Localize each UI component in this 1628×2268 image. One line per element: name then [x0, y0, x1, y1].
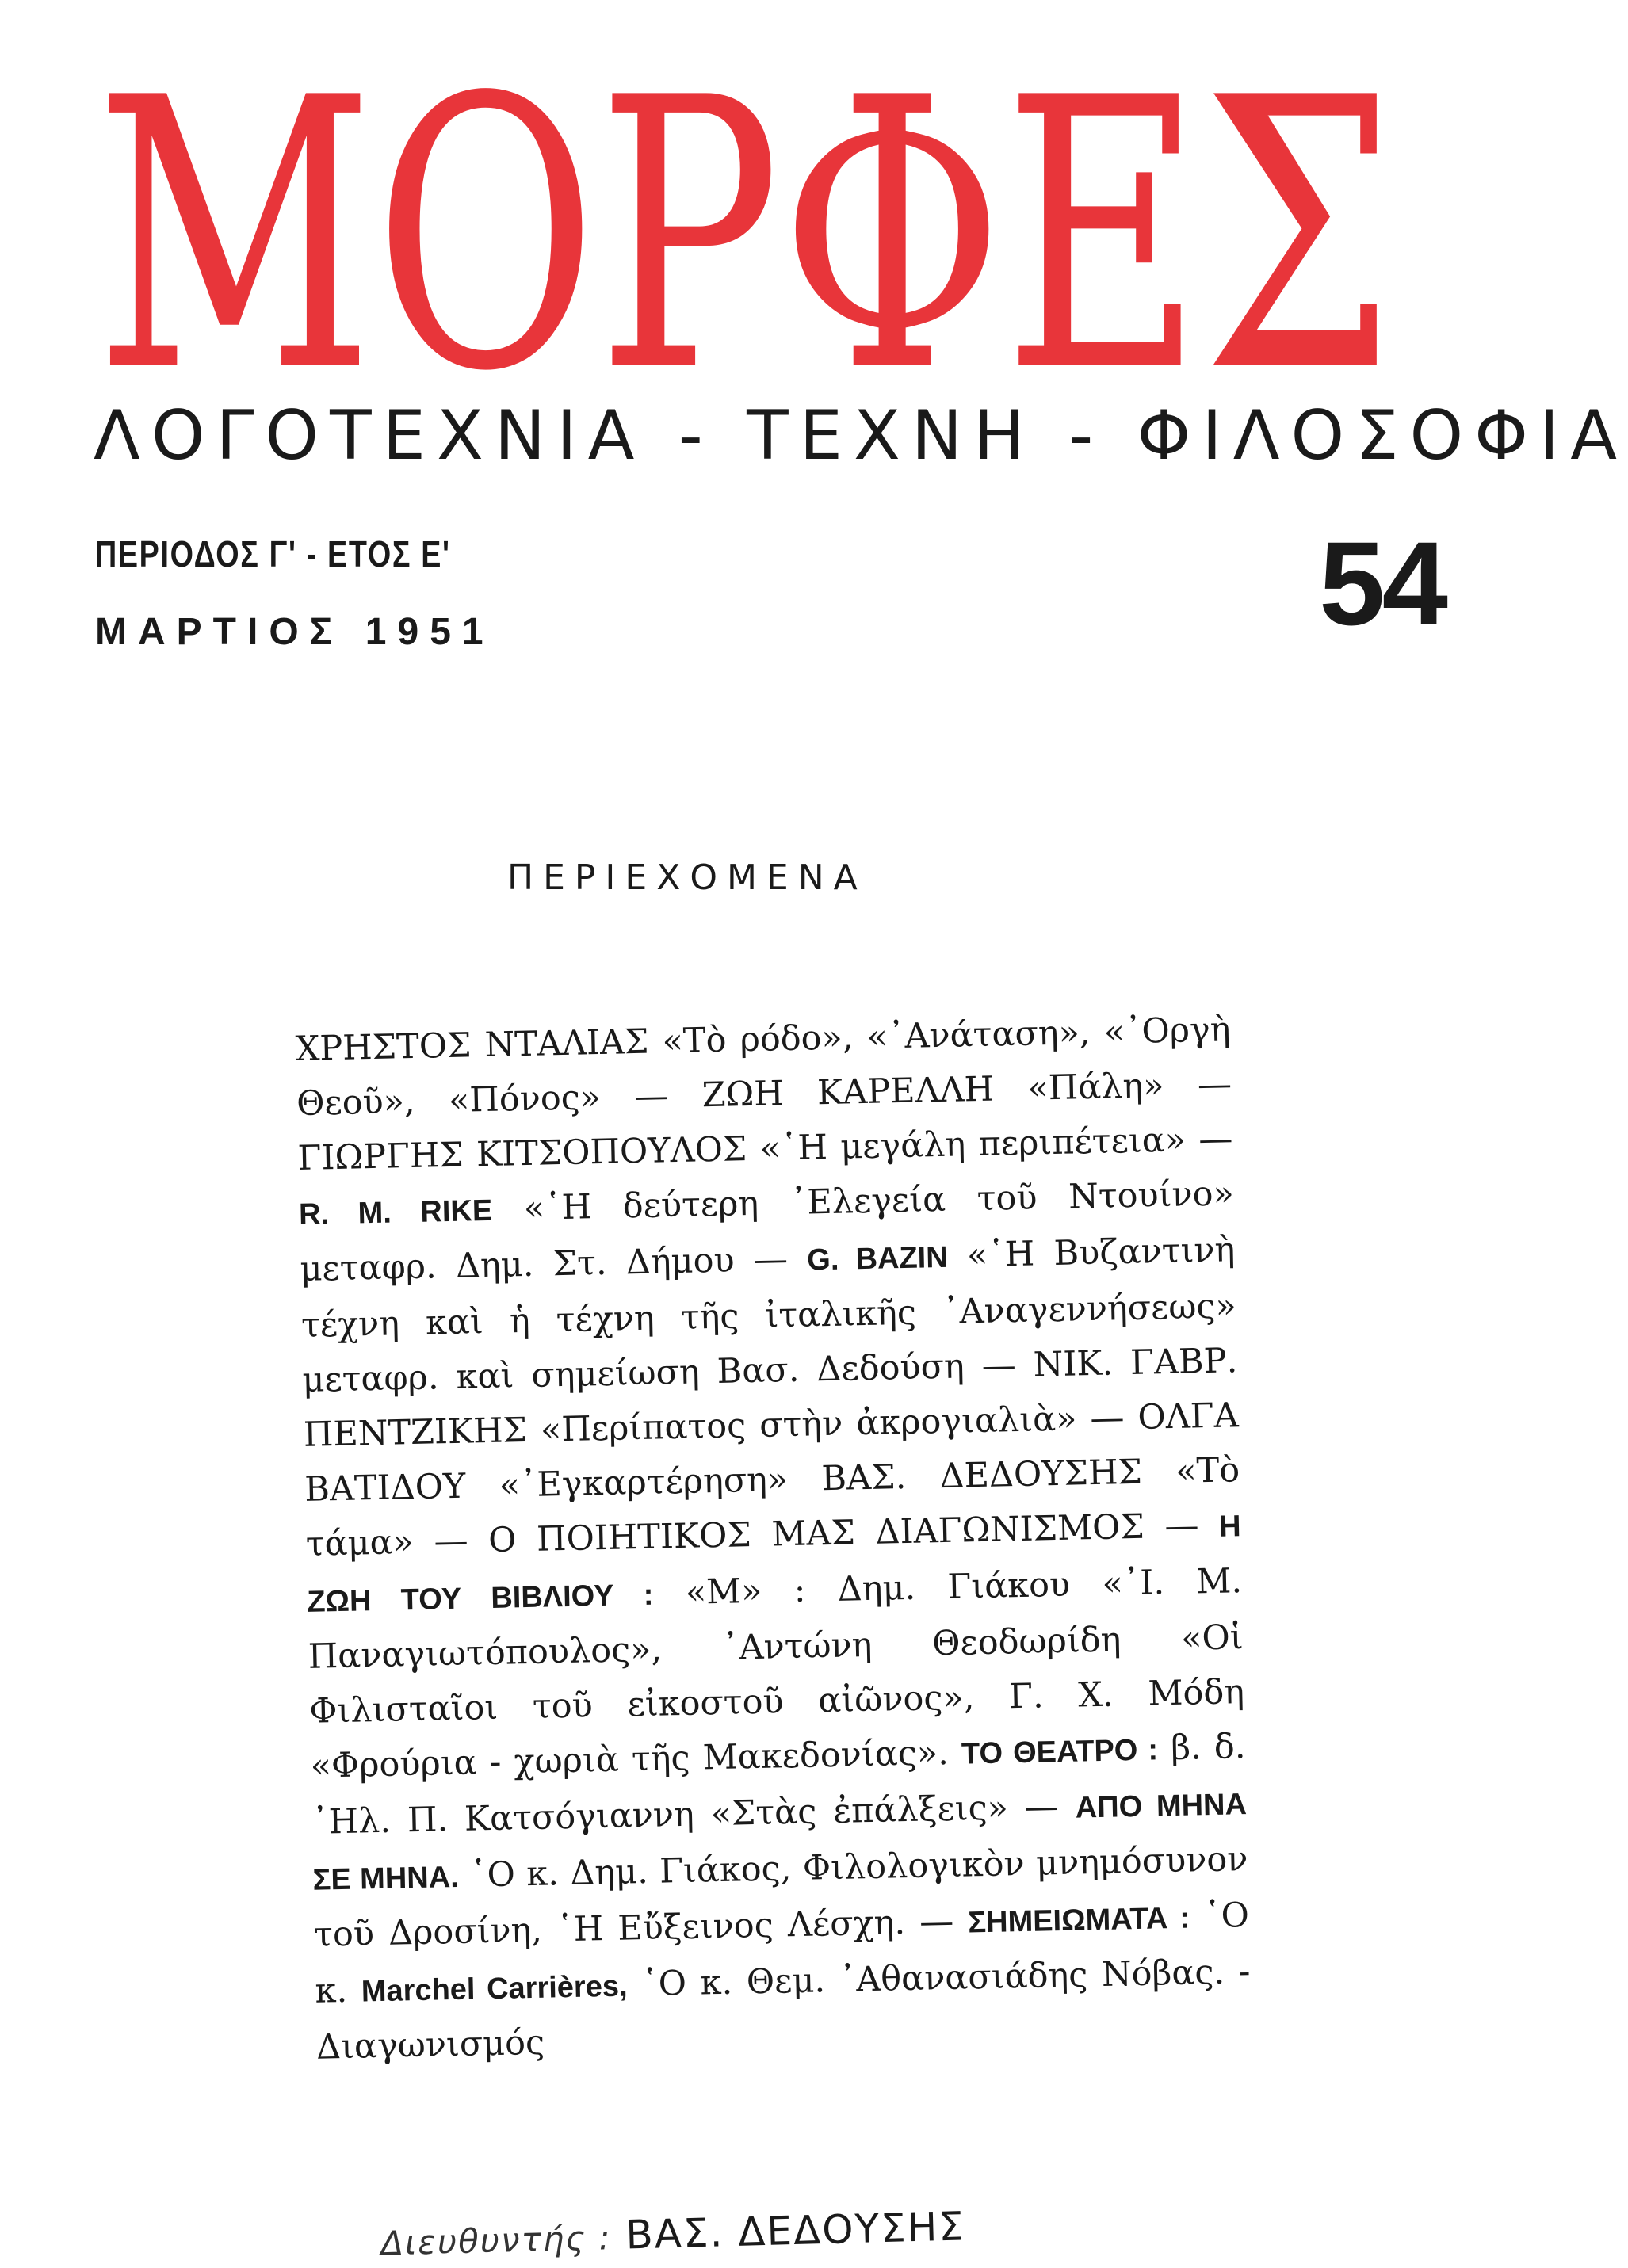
- contents-segment: Η ΖΩΗ ΤΟΥ ΒΙΒΛΙΟΥ :: [306, 1510, 1242, 1619]
- contents-segment: «῾Η δεύτερη ᾿Ελεγεία τοῦ Ντουίνο» μεταφρ. Δημ. Στ. Δήμου —: [300, 1174, 1235, 1289]
- issue-date: ΜΑΡΤΙΟΣ 1951: [95, 611, 495, 653]
- masthead-title-text: ΜΟΡΦΕΣ: [95, 19, 1395, 452]
- editor-line: [380, 2203, 965, 2264]
- contents-segment: Marchel Carrières,: [361, 1969, 628, 2009]
- masthead-subtitle: ΛΟΓΟΤΕΧΝΙΑ - ΤΕΧΝΗ - ΦΙΛΟΣΟΦΙΑ: [94, 396, 1628, 475]
- contents-segment: ῾Ο κ. Θεμ. ᾿Αθανασιάδης Νόβας. - Διαγωνισμός: [315, 1952, 1251, 2068]
- contents-segment: ῾Ο κ.: [315, 1896, 1250, 2011]
- contents-segment: «῾Η Βυζαντινὴ τέχνη καὶ ἡ τέχνη τῆς ἰταλικῆς ᾿Αναγεννήσεως» μεταφρ. καὶ σημείωση Βασ. Δεδούση — ΝΙΚ. ΓΑΒΡ. ΠΕΝΤΖΙΚΗΣ «Περίπατος στὴν ἀκρογιαλιὰ» — ΟΛΓΑ ΒΑΤΙΔΟΥ «᾿Εγκαρτέρηση» ΒΑΣ. ΔΕΔΟΥΣΗΣ «Τὸ τάμα» — Ο ΠΟΙΗΤΙΚΟΣ ΜΑΣ ΔΙΑΓΩΝΙΣΜΟΣ —: [300, 1230, 1240, 1564]
- contents-heading: ΠΕΡΙΕΧΟΜΕΝΑ: [507, 857, 867, 898]
- issue-number: 54: [1319, 517, 1445, 650]
- contents-segment: β. δ. ᾿Ηλ. Π. Κατσόγιαννη «Στὰς ἐπάλξεις» —: [311, 1727, 1246, 1842]
- contents-segment: «Μ» : Δημ. Γιάκου «᾿Ι. Μ. Παναγιωτόπουλος», ᾿Αντώνη Θεοδωρίδη «Οἱ Φιλισταῖοι τοῦ εἰκοστοῦ αἰῶνος», Γ. Χ. Μόδη «Φρούρια - χωριὰ τῆς Μακεδονίας».: [308, 1561, 1245, 1786]
- contents-segment: ΑΠΟ ΜΗΝΑ ΣΕ ΜΗΝΑ.: [312, 1788, 1248, 1897]
- contents-segment: ΧΡΗΣΤΟΣ ΝΤΑΛΙΑΣ «Τὸ ρόδο», «᾿Ανάταση», «᾿Οργὴ Θεοῦ», «Πόνος» — ΖΩΗ ΚΑΡΕΛΛΗ «Πάλη» — ΓΙΩΡΓΗΣ ΚΙΤΣΟΠΟΥΛΟΣ «῾Η μεγάλη περιπέτεια» —: [295, 1010, 1233, 1178]
- issue-period: ΠΕΡΙΟΔΟΣ Γ' - ΕΤΟΣ Ε': [95, 533, 451, 575]
- contents-segment: ῾Ο κ. Δημ. Γιάκος, Φιλολογικὸν μνημόσυνον τοῦ Δροσίνη, ῾Η Εὔξεινος Λέσχη. —: [313, 1839, 1248, 1955]
- contents-segment: ΤΟ ΘΕΑΤΡΟ :: [961, 1733, 1159, 1771]
- contents-segment: G. BAZIN: [806, 1240, 949, 1277]
- contents-segment: R. M. RIKE: [298, 1193, 493, 1231]
- editor-label: Διευθυντής :: [380, 2218, 613, 2263]
- editor-name: ΒΑΣ. ΔΕΔΟΥΣΗΣ: [625, 2203, 966, 2258]
- contents-segment: ΣΗΜΕΙΩΜΑΤΑ :: [967, 1901, 1190, 1940]
- contents-text: [295, 1002, 1252, 2075]
